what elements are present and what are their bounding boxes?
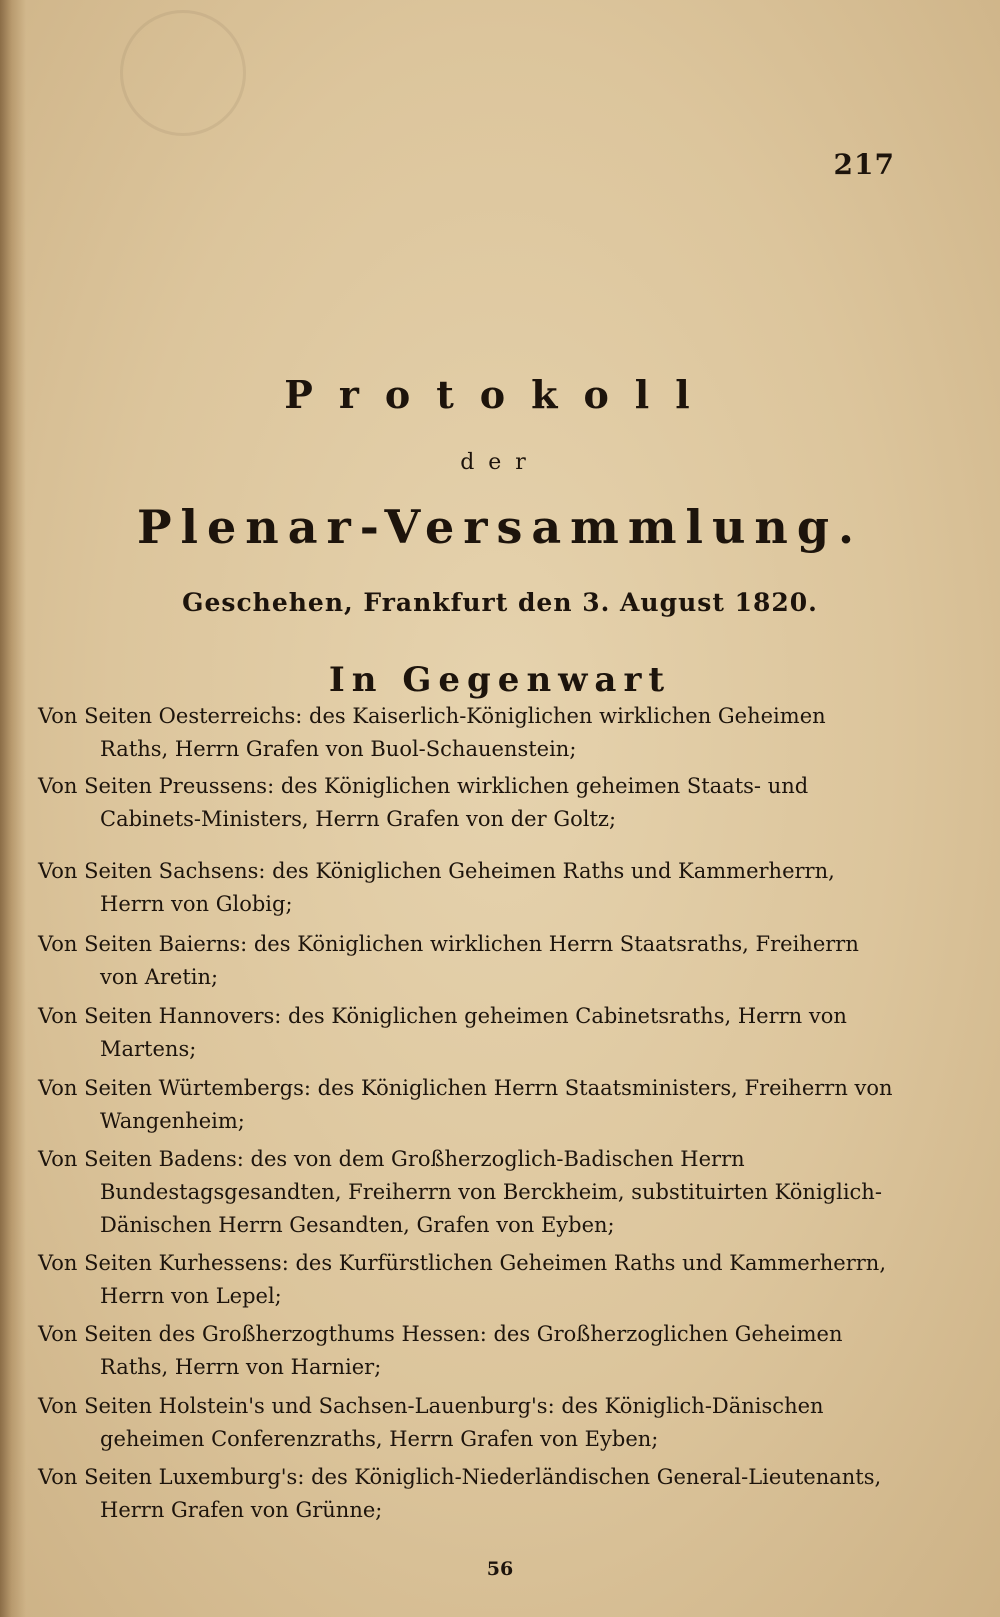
signature-mark: 56	[486, 1558, 514, 1580]
page-number: 217	[833, 148, 895, 181]
list-item: Von Seiten des Großherzogthums Hessen: des Großherzoglichen Geheimen Raths, Herrn von Harnier;	[38, 1322, 843, 1379]
list-item: Von Seiten Badens: des von dem Großherzoglich-Badischen Herrn Bundestagsgesandten, Freiherrn von Berckheim, substituirten Königlich-Dänischen Herrn Gesandten, Grafen von Eyben;	[38, 1147, 882, 1237]
list-item: Von Seiten Sachsens: des Königlichen Geheimen Raths und Kammerherrn, Herrn von Globig;	[38, 859, 835, 916]
presence-heading: In Gegenwart	[328, 660, 672, 700]
list-item: Von Seiten Hannovers: des Königlichen geheimen Cabinetsraths, Herrn von Martens;	[38, 1004, 847, 1061]
list-item: Von Seiten Luxemburg's: des Königlich-Niederländischen General-Lieutenants, Herrn Grafen von Grünne;	[38, 1465, 882, 1522]
title-article: der	[460, 450, 540, 475]
list-item: Von Seiten Oesterreichs: des Kaiserlich-Königlichen wirklichen Geheimen Raths, Herrn Grafen von Buol-Schauenstein;	[38, 704, 826, 761]
list-item: Von Seiten Kurhessens: des Kurfürstlichen Geheimen Raths und Kammerherrn, Herrn von Lepel;	[38, 1251, 887, 1308]
dateline: Geschehen, Frankfurt den 3. August 1820.	[182, 588, 818, 617]
list-item: Von Seiten Preussens: des Königlichen wirklichen geheimen Staats- und Cabinets-Ministers, Herrn Grafen von der Goltz;	[38, 774, 809, 831]
page-binding-edge	[0, 0, 26, 1617]
document-title: Protokoll	[284, 372, 716, 417]
list-item: Von Seiten Baierns: des Königlichen wirklichen Herrn Staatsraths, Freiherrn von Aretin;	[38, 932, 859, 989]
faded-library-stamp	[120, 10, 246, 136]
list-item: Von Seiten Holstein's und Sachsen-Lauenburg's: des Königlich-Dänischen geheimen Conferenzraths, Herrn Grafen von Eyben;	[38, 1394, 824, 1451]
document-subtitle: Plenar-Versammlung.	[136, 500, 864, 554]
list-item: Von Seiten Würtembergs: des Königlichen Herrn Staatsministers, Freiherrn von Wangenheim;	[38, 1076, 893, 1133]
